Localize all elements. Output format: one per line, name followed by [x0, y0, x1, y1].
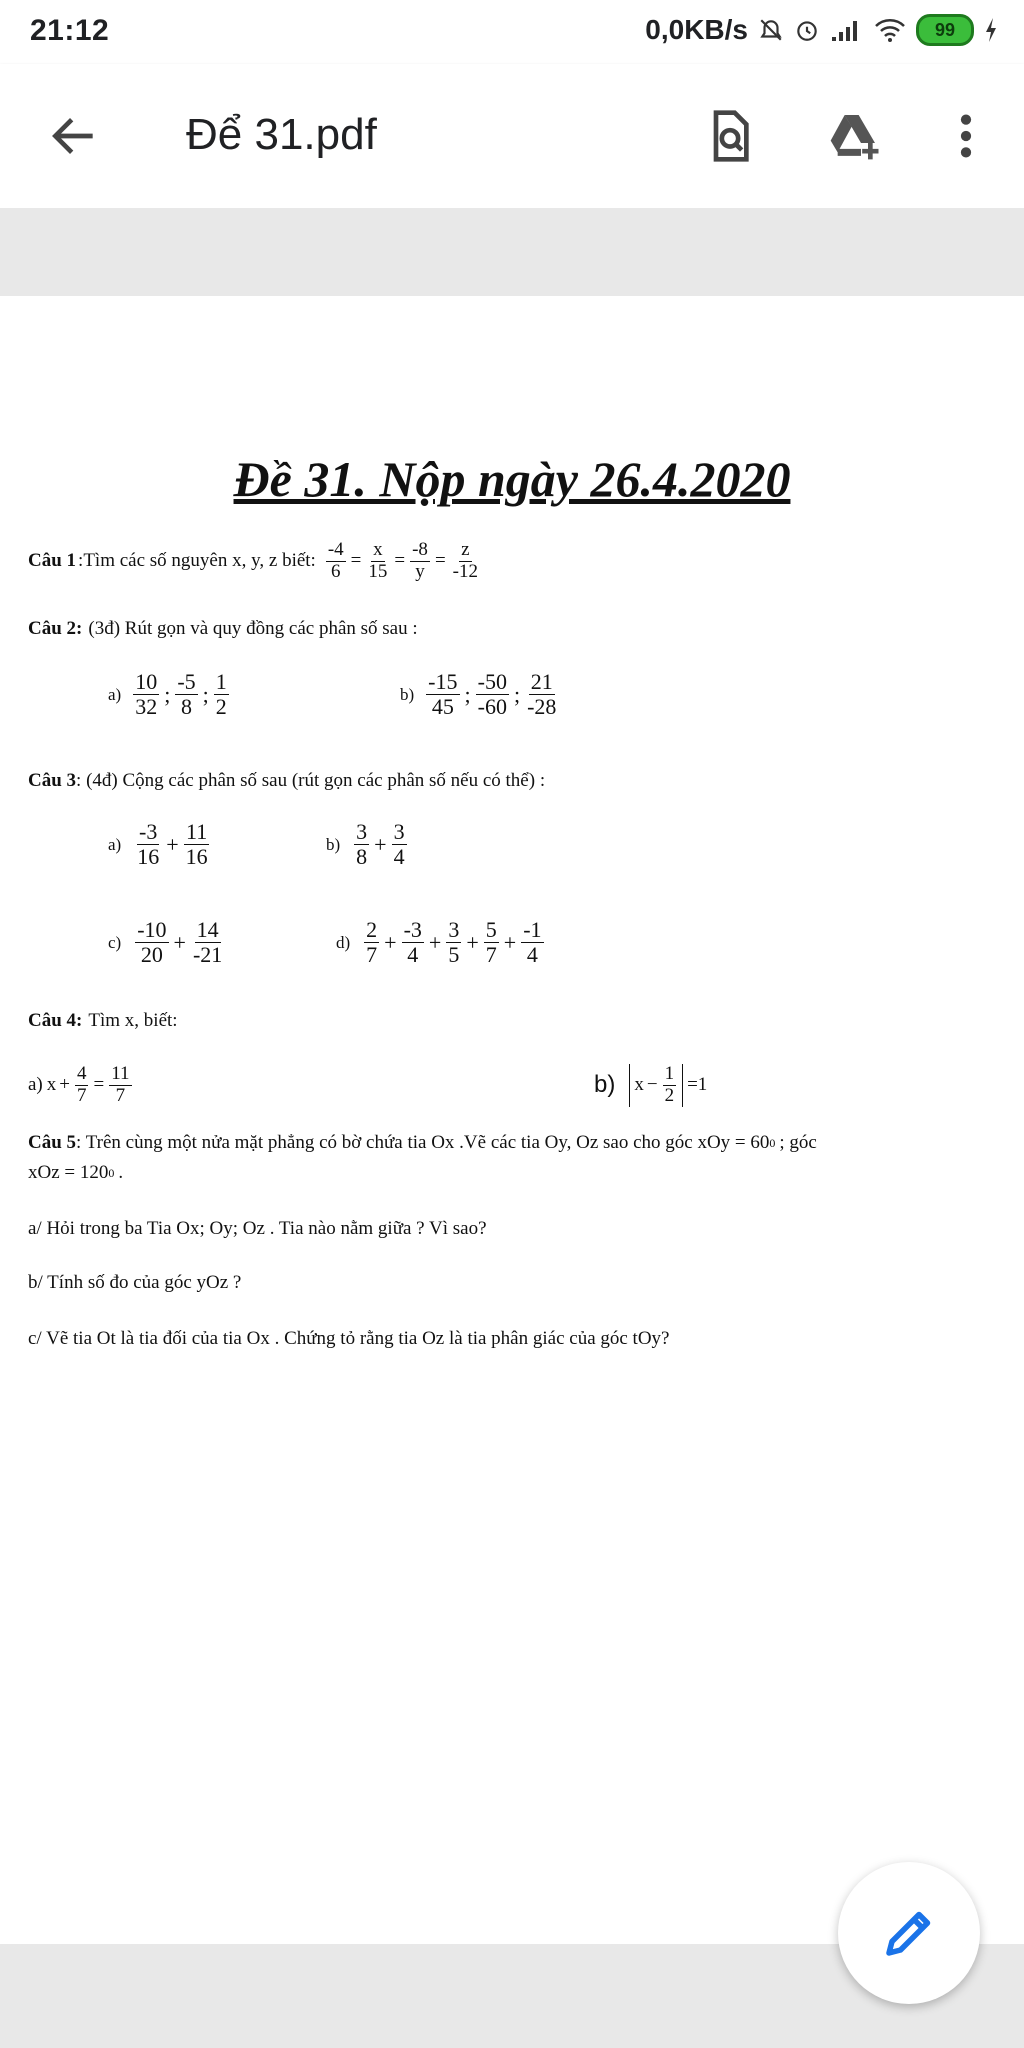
- page-title: Đề 31. Nộp ngày 26.4.2020: [233, 451, 791, 507]
- document-title: Để 31.pdf: [186, 110, 377, 159]
- battery-icon: 99: [916, 14, 974, 46]
- charging-icon: [984, 17, 998, 43]
- question-1: Câu 1 :Tìm các số nguyên x, y, z biết: $\frac{-4}{6}$ = $\frac{x}{15}$ = $\frac{-8}{y}$ = $\frac{z}{-12}$: [28, 539, 478, 582]
- mute-icon: [758, 17, 784, 43]
- q2-part-a: a) $\frac{10}{32}$ ; $\frac{-5}{8}$ ; $\frac{1}{2}$: [108, 669, 227, 720]
- status-time: 21:12: [30, 14, 110, 47]
- alarm-icon: [794, 17, 820, 43]
- question-2: [28, 618, 418, 640]
- network-speed: 0,0KB/s: [645, 14, 748, 45]
- q3-part-b: b) $\frac{3}{8}$ + $\frac{3}{4}$: [326, 819, 405, 870]
- pdf-page: [0, 296, 1024, 1944]
- edit-fab[interactable]: [838, 1862, 980, 2004]
- q1-fraction: $\frac{-8}{y}$: [412, 539, 428, 582]
- question-4: [28, 1010, 178, 1032]
- q1-fraction: $\frac{x}{15}$: [368, 539, 388, 582]
- edit-pencil-icon: [879, 1903, 939, 1963]
- q5-part-c: c/ Vẽ tia Ot là tia đối của tia Ox . Chứng tỏ rằng tia Oz là tia phân giác của góc tOy?: [28, 1328, 670, 1349]
- q5-label: Câu 5: [28, 1132, 77, 1153]
- add-to-drive-icon[interactable]: [826, 108, 882, 164]
- app-bar: [0, 64, 1024, 208]
- q1-fraction: $\frac{-4}{6}$: [327, 539, 344, 582]
- q4-part-a: a) x + $\frac{4}{7}$ = $\frac{11}{7}$: [28, 1063, 130, 1106]
- q4-label: Câu 4:: [28, 1010, 83, 1031]
- back-arrow-icon[interactable]: [46, 108, 102, 164]
- status-icons: [645, 14, 998, 46]
- q5-part-b: b/ Tính số đo của góc yOz ?: [28, 1272, 242, 1293]
- q2-part-b: b) $\frac{-15}{45}$ ; $\frac{-50}{-60}$ ; $\frac{21}{-28}$: [400, 669, 557, 720]
- page-gap: [0, 208, 1024, 296]
- q1-text: :Tìm các số nguyên x, y, z biết:: [78, 550, 316, 572]
- question-5: Câu 5 : Trên cùng một nửa mặt phẳng có bờ chứa tia Ox .Vẽ các tia Oy, Oz sao cho góc xOy = 60 0 ; góc: [28, 1132, 817, 1153]
- q5-part-a: a/ Hỏi trong ba Tia Ox; Oy; Oz . Tia nào nằm giữa ? Vì sao?: [28, 1218, 487, 1239]
- question-3: [28, 770, 545, 792]
- q2-label: Câu 2:: [28, 618, 83, 639]
- q4-part-b: b) x − $\frac{1}{2}$ = 1: [594, 1063, 708, 1106]
- search-document-icon[interactable]: [702, 108, 758, 164]
- q1-fraction: $\frac{z}{-12}$: [452, 539, 478, 582]
- status-bar: [0, 0, 1024, 64]
- wifi-icon: [874, 17, 906, 43]
- q5-text: : Trên cùng một nửa mặt phẳng có bờ chứa tia Ox .Vẽ các tia Oy, Oz sao cho góc xOy = 60: [76, 1132, 770, 1153]
- q4-text: Tìm x, biết:: [88, 1010, 178, 1031]
- more-vert-icon[interactable]: [938, 108, 994, 164]
- q3-text: : (4đ) Cộng các phân số sau (rút gọn các phân số nếu có thể) :: [76, 770, 546, 791]
- q3-part-c: c) $\frac{-10}{20}$ + $\frac{14}{-21}$: [108, 917, 223, 968]
- q3-part-d: d) $\frac{2}{7}$ + $\frac{-3}{4}$ + $\frac{3}{5}$ + $\frac{5}{7}$ + $\frac{-1}{4}$: [336, 917, 542, 968]
- q1-label: Câu 1: [28, 550, 77, 572]
- q5-continuation: xOz = 120 0 .: [28, 1162, 124, 1183]
- q3-part-a: a) $\frac{-3}{16}$ + $\frac{11}{16}$: [108, 819, 208, 870]
- q3-label: Câu 3: [28, 770, 77, 791]
- signal-icon: [830, 17, 864, 43]
- q2-text: (3đ) Rút gọn và quy đồng các phân số sau :: [88, 618, 418, 639]
